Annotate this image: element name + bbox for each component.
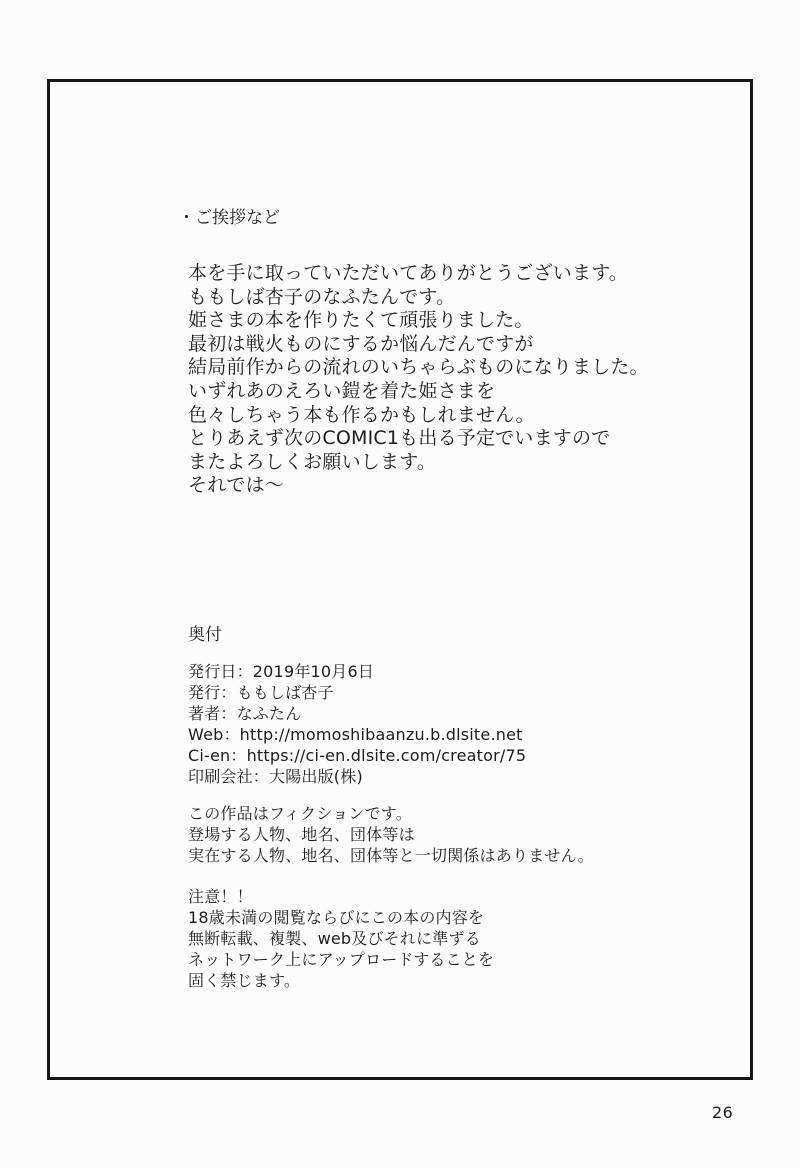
fiction-line: 実在する人物、地名、団体等と一切関係はありません。 <box>188 846 594 865</box>
greeting-line: 姫さまの本を作りたくて頑張りました。 <box>188 309 534 332</box>
greeting-line: 結局前作からの流れのいちゃらぶものになりました。 <box>188 356 649 379</box>
greeting-line: いずれあのえろい鎧を着た姫さまを <box>188 379 496 402</box>
fiction-notice <box>188 803 594 866</box>
publisher: 発行：ももしば杏子 <box>188 683 334 702</box>
warning-line: 18歳未満の閲覧ならびにこの本の内容を <box>188 908 485 927</box>
page-number: 26 <box>712 1103 734 1122</box>
greeting-line: またよろしくお願いします。 <box>188 450 437 473</box>
greeting-line: ももしば杏子のなふたんです。 <box>188 285 456 308</box>
greeting-line: それでは～ <box>188 474 285 497</box>
web-url: Web：http://momoshibaanzu.b.dlsite.net <box>188 725 523 744</box>
warning-line: 注意！！ <box>188 887 253 906</box>
warning-notice <box>188 886 494 991</box>
greeting-line: 最初は戦火ものにするか悩んだんですが <box>188 332 534 355</box>
greeting-heading: ・ご挨拶など <box>178 208 280 228</box>
greeting-line: とりあえず次のCOMIC1も出る予定でいますので <box>188 427 611 450</box>
fiction-line: 登場する人物、地名、団体等は <box>188 825 415 844</box>
publish-date: 発行日：2019年10月6日 <box>188 662 375 681</box>
warning-line: 無断転載、複製、web及びそれに準ずる <box>188 929 481 948</box>
warning-line: 固く禁じます。 <box>188 971 301 990</box>
greeting-line: 本を手に取っていただいてありがとうございます。 <box>188 262 629 284</box>
greeting-body <box>188 262 649 498</box>
colophon-heading: 奥付 <box>188 625 222 645</box>
greeting-line: 色々しちゃう本も作るかもしれません。 <box>188 403 535 426</box>
colophon-info <box>188 661 526 787</box>
warning-line: ネットワーク上にアップロードすることを <box>188 950 495 969</box>
fiction-line: この作品はフィクションです。 <box>188 804 412 823</box>
printer: 印刷会社：大陽出版(株) <box>188 767 363 786</box>
author: 著者：なふたん <box>188 704 302 723</box>
ci-en-url: Ci-en：https://ci-en.dlsite.com/creator/75 <box>188 746 527 765</box>
